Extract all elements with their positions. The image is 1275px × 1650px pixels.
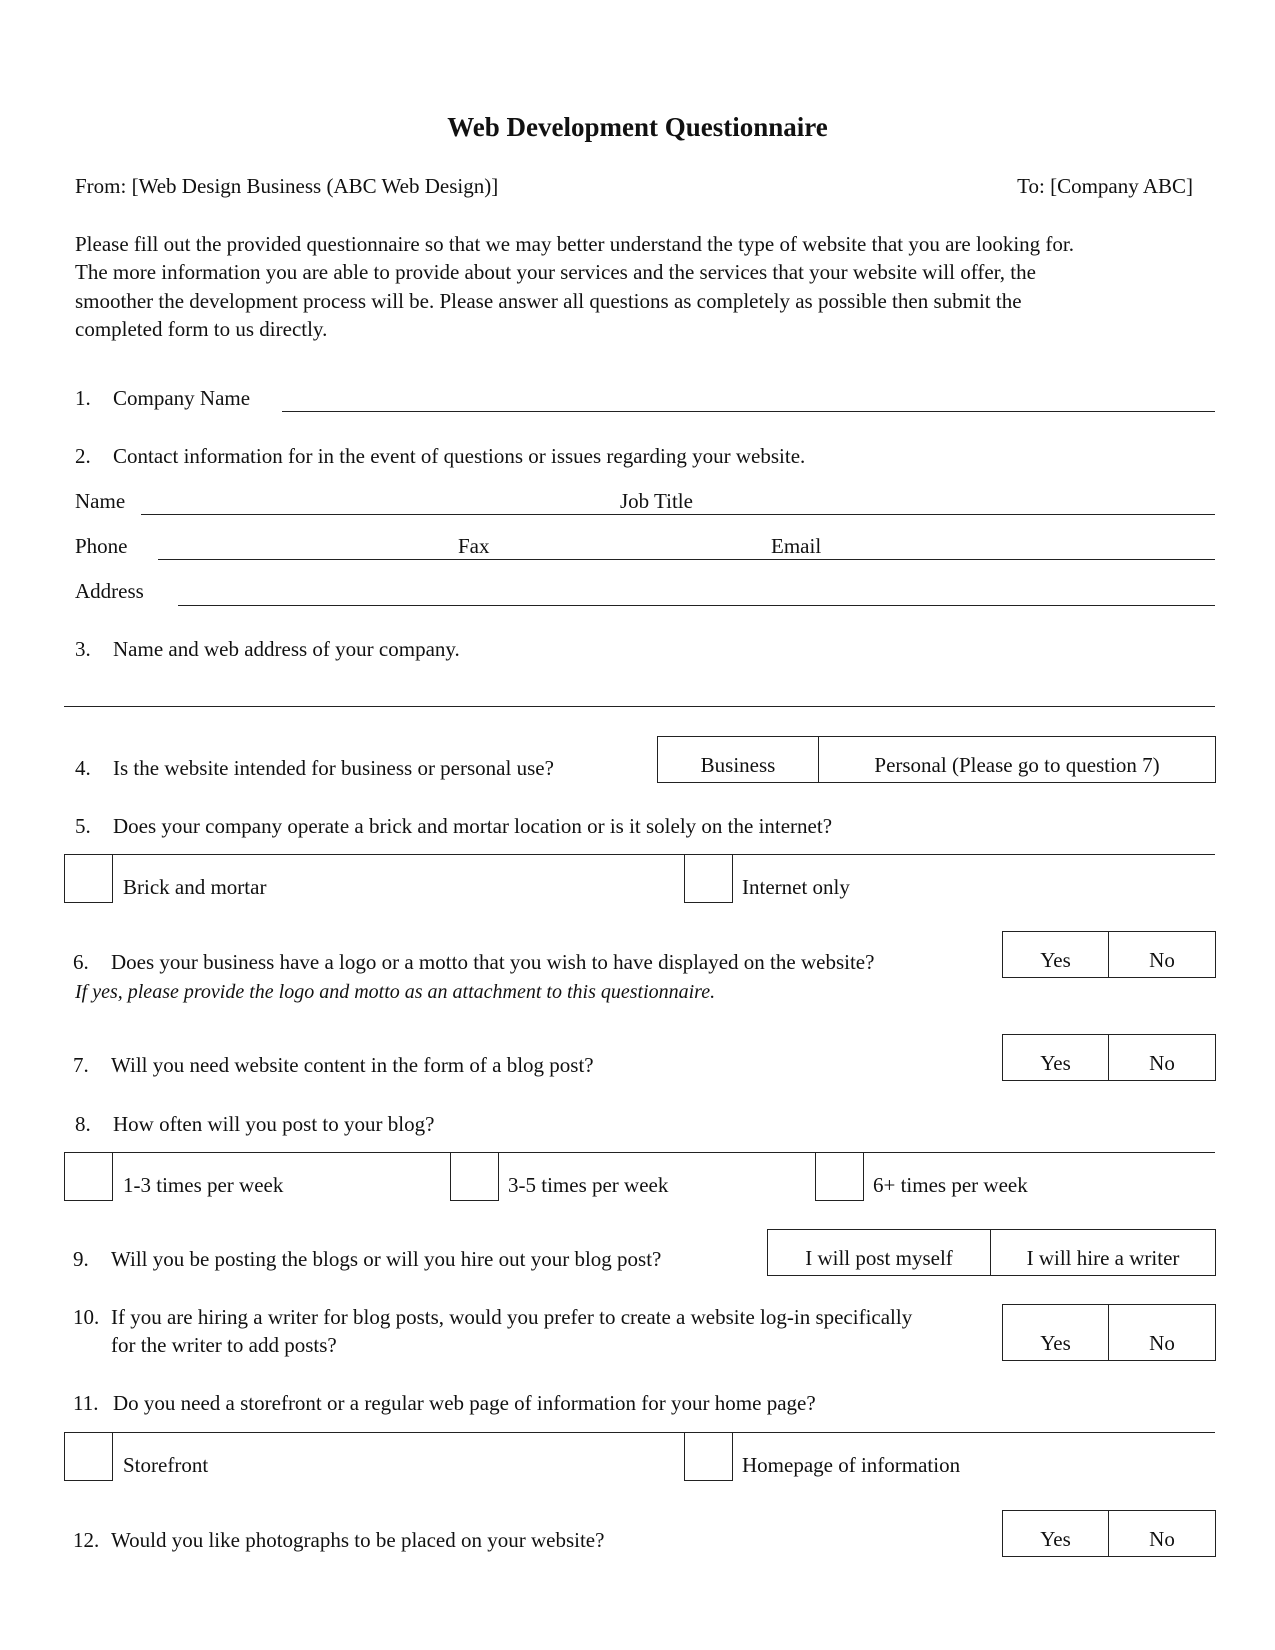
q2-label: Contact information for in the event of questions or issues regarding your website. <box>113 444 806 468</box>
intro-line: Please fill out the provided questionnaire so that we may better understand the type of website that you are looking for. <box>75 232 1074 256</box>
q1-label: Company Name <box>113 386 251 410</box>
q11-label: Do you need a storefront or a regular web page of information for your home page? <box>113 1391 816 1415</box>
no-option[interactable]: No <box>1108 1035 1215 1080</box>
internet-only-checkbox[interactable] <box>684 854 733 903</box>
business-option[interactable]: Business <box>700 753 776 777</box>
three-to-five-label: 3-5 times per week <box>508 1173 669 1197</box>
q12-label: Would you like photographs to be placed on your website? <box>111 1528 605 1552</box>
intro-line: completed form to us directly. <box>75 316 328 341</box>
q8-number: 8. <box>75 1112 91 1136</box>
q5-label: Does your company operate a brick and mortar location or is it solely on the internet? <box>113 814 833 838</box>
q4-options <box>657 736 1216 783</box>
q10-label-line2: for the writer to add posts? <box>111 1333 337 1357</box>
q5-number: 5. <box>75 814 91 838</box>
q2-number: 2. <box>75 444 91 468</box>
q6-options <box>1002 931 1216 978</box>
intro-paragraph <box>75 230 1195 343</box>
storefront-label: Storefront <box>123 1453 209 1477</box>
q8-rule <box>64 1152 1215 1153</box>
no-option[interactable]: No <box>1108 932 1215 977</box>
q7-options <box>1002 1034 1216 1081</box>
intro-line: smoother the development process will be. Please answer all questions as completely as possible then submit the <box>75 288 1022 313</box>
address-field[interactable] <box>178 605 1215 606</box>
q6-number: 6. <box>73 950 89 974</box>
q12-options <box>1002 1510 1216 1557</box>
q4-number: 4. <box>75 756 91 780</box>
three-to-five-checkbox[interactable] <box>450 1152 499 1201</box>
q7-label: Will you need website content in the form of a blog post? <box>111 1053 594 1077</box>
one-to-three-checkbox[interactable] <box>64 1152 113 1201</box>
hire-writer-option[interactable]: I will hire a writer <box>990 1230 1215 1275</box>
web-address-field[interactable] <box>64 706 1215 707</box>
q11-number: 11. <box>73 1391 99 1415</box>
six-plus-checkbox[interactable] <box>815 1152 864 1201</box>
fax-label: Fax <box>458 534 490 558</box>
brick-and-mortar-label: Brick and mortar <box>123 875 267 899</box>
q1-number: 1. <box>75 386 91 410</box>
q3-label: Name and web address of your company. <box>113 637 460 661</box>
post-myself-option[interactable]: I will post myself <box>805 1246 953 1270</box>
to-line: To: [Company ABC] <box>1017 174 1193 198</box>
q4-label: Is the website intended for business or personal use? <box>113 756 554 780</box>
q5-rule <box>64 854 1215 855</box>
q6-note: If yes, please provide the logo and motto as an attachment to this questionnaire. <box>75 981 716 1003</box>
homepage-checkbox[interactable] <box>684 1432 733 1481</box>
q3-number: 3. <box>75 637 91 661</box>
address-label: Address <box>75 579 144 603</box>
job-title-label: Job Title <box>620 489 693 513</box>
from-line: From: [Web Design Business (ABC Web Design)] <box>75 174 499 198</box>
intro-line: The more information you are able to provide about your services and the services that your website will offer, the <box>75 260 1036 285</box>
email-label: Email <box>771 534 822 558</box>
q10-label-line1: If you are hiring a writer for blog posts, would you prefer to create a website log-in specifically <box>111 1305 913 1329</box>
q9-options <box>767 1229 1216 1276</box>
q9-label: Will you be posting the blogs or will you hire out your blog post? <box>111 1247 662 1271</box>
page-title: Web Development Questionnaire <box>447 112 828 142</box>
q10-options <box>1002 1304 1216 1361</box>
q8-label: How often will you post to your blog? <box>113 1112 435 1136</box>
one-to-three-label: 1-3 times per week <box>123 1173 284 1197</box>
q10-number: 10. <box>73 1305 100 1329</box>
yes-option[interactable]: Yes <box>1040 1527 1071 1551</box>
name-jobtitle-field[interactable] <box>141 514 1215 515</box>
no-option[interactable]: No <box>1108 1511 1215 1556</box>
storefront-checkbox[interactable] <box>64 1432 113 1481</box>
personal-option[interactable]: Personal (Please go to question 7) <box>818 737 1215 782</box>
internet-only-label: Internet only <box>742 875 850 899</box>
no-option[interactable]: No <box>1108 1305 1215 1360</box>
yes-option[interactable]: Yes <box>1040 1051 1071 1075</box>
q12-number: 12. <box>73 1528 100 1552</box>
q11-rule <box>64 1432 1215 1433</box>
name-label: Name <box>75 489 126 513</box>
yes-option[interactable]: Yes <box>1040 1331 1071 1355</box>
q6-label: Does your business have a logo or a motto that you wish to have displayed on the website? <box>111 950 875 974</box>
q9-number: 9. <box>73 1247 89 1271</box>
q7-number: 7. <box>73 1053 89 1077</box>
brick-and-mortar-checkbox[interactable] <box>64 854 113 903</box>
phone-fax-email-field[interactable] <box>158 559 1215 560</box>
company-name-field[interactable] <box>282 411 1215 412</box>
yes-option[interactable]: Yes <box>1040 948 1071 972</box>
six-plus-label: 6+ times per week <box>873 1173 1028 1197</box>
homepage-label: Homepage of information <box>742 1453 961 1477</box>
phone-label: Phone <box>75 534 128 558</box>
